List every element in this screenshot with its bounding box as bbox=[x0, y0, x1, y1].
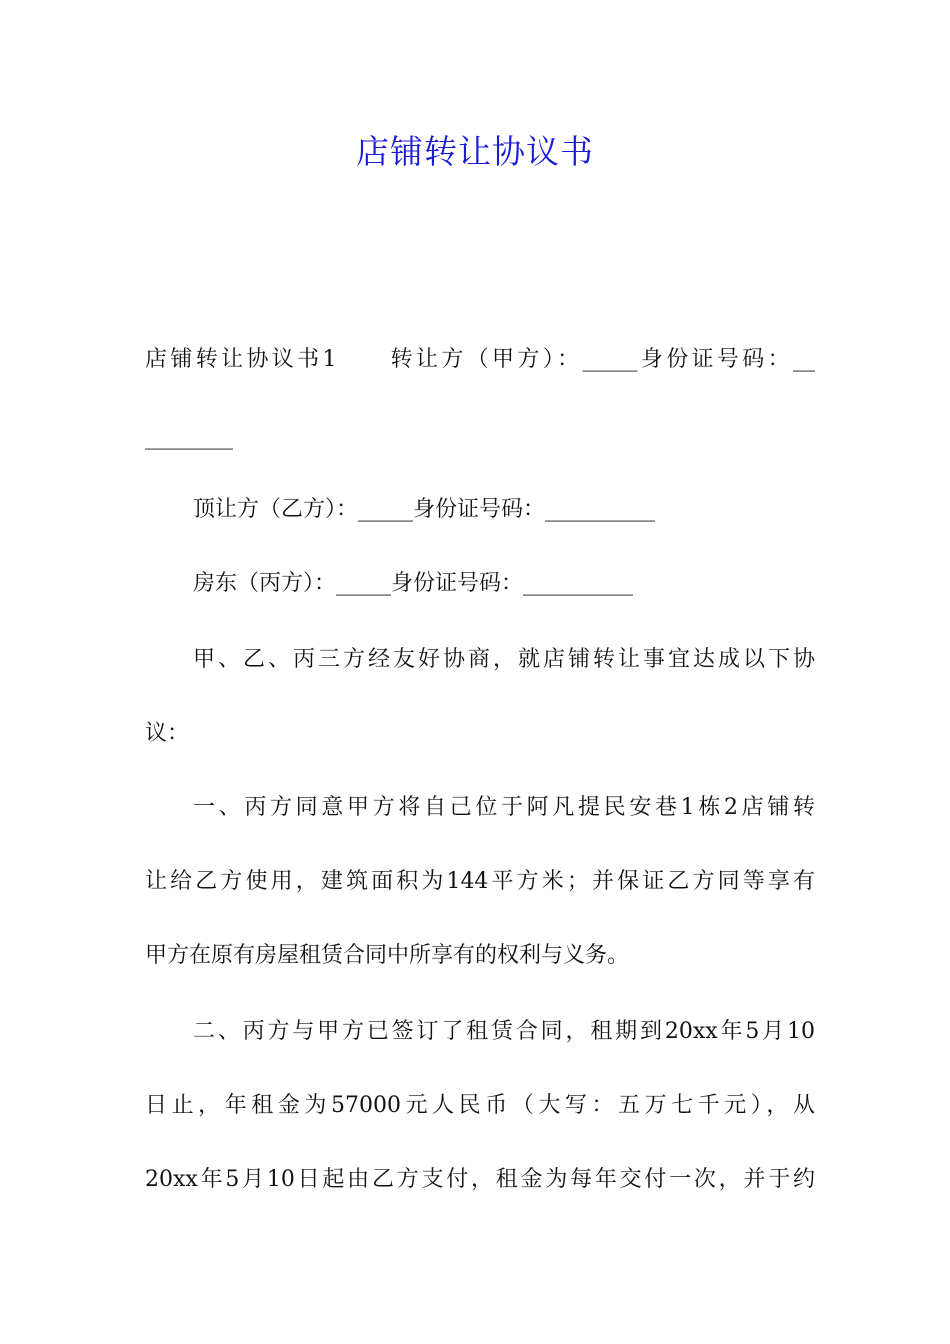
text-line-11: 日止，年租金为57000元人民币（大写：五万七千元），从 bbox=[145, 1093, 815, 1118]
text-line-3: 顶让方（乙方）：_____身份证号码：__________ bbox=[193, 497, 656, 522]
text-line-2: ________ bbox=[145, 425, 233, 450]
text-line-7: 一、丙方同意甲方将自己位于阿凡提民安巷1栋2店铺转 bbox=[193, 795, 815, 820]
text-line-6: 议： bbox=[145, 721, 190, 746]
document-title: 店铺转让协议书 bbox=[356, 132, 594, 171]
text-line-8: 让给乙方使用，建筑面积为144平方米；并保证乙方同等享有 bbox=[145, 869, 815, 894]
text-line-12: 20xx年5月10日起由乙方支付，租金为每年交付一次，并于约 bbox=[145, 1167, 815, 1192]
text-line-9: 甲方在原有房屋租赁合同中所享有的权利与义务。 bbox=[145, 943, 630, 968]
text-line-4: 房东（丙方）：_____身份证号码：__________ bbox=[193, 571, 634, 596]
text-line-1: 店铺转让协议书1 转让方（甲方）：_____身份证号码：__ bbox=[145, 347, 815, 372]
text-line-5: 甲、乙、丙三方经友好协商，就店铺转让事宜达成以下协 bbox=[193, 647, 815, 672]
text-line-10: 二、丙方与甲方已签订了租赁合同，租期到20xx年5月10 bbox=[193, 1019, 815, 1044]
